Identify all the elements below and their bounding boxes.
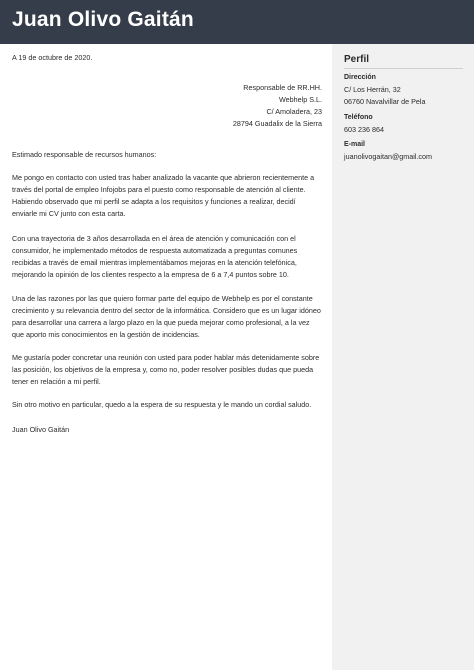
paragraph: Sin otro motivo en particular, quedo a la espera de su respuesta y le mando un cordial saludo. [12, 400, 312, 409]
recipient-line: Webhelp S.L. [278, 95, 322, 104]
phone-label: Teléfono [344, 114, 373, 121]
email-value: juanolivogaitan@gmail.com [344, 152, 433, 161]
recipient-line: C/ Amoladera, 23 [266, 107, 322, 116]
sidebar-title: Perfil [344, 54, 370, 65]
signature: Juan Olivo Gaitán [12, 425, 70, 434]
recipient-line: Responsable de RR.HH. [243, 83, 322, 92]
paragraph: Una de las razones por las que quiero formar parte del equipo de Webhelp es por el constante crecimiento y su relevancia dentro del sector de la informática. Considero que es un lugar idóneo para desarrollar una carrera a largo plazo en la que pueda mejorar como profesional, a la vez que aporto mis conocimientos en la gestión de incidencias. [12, 294, 321, 339]
address-line: 06760 Navalvillar de Pela [344, 97, 426, 106]
address-label: Dirección [344, 74, 376, 81]
paragraph: Me gustaría poder concretar una reunión con usted para poder hablar más detenidamente sobre las posición, los objetivos de la empresa y, como no, poder resolver posibles dudas que pueda tener en relación a mi perfil. [12, 353, 320, 386]
salutation: Estimado responsable de recursos humanos: [12, 150, 157, 159]
header-bar [0, 0, 474, 44]
paragraph: Me pongo en contacto con usted tras haber analizado la vacante que abrieron recientemente a través del portal de empleo Infojobs para el puesto como responsable de atención al cliente. Habiendo observado que mi perfil se adapta a los requisitos y funciones a realizar, decidí enviarle mi CV junto con esta carta. [12, 173, 315, 218]
paragraph: Con una trayectoria de 3 años desarrollada en el área de atención y comunicación con el consumidor, he implementado métodos de respuesta automatizada a preguntas comunes recibidas a través de email mientras implementábamos mejoras en la atención telefónica, mejorando la opinión de los clientes respecto a la empresa de 6 a 7,4 puntos sobre 10. [12, 234, 298, 279]
recipient-line: 28794 Guadalix de la Sierra [232, 119, 322, 128]
profile-sidebar [332, 44, 474, 670]
email-label: E-mail [344, 141, 366, 148]
applicant-name: Juan Olivo Gaitán [12, 8, 194, 31]
recipient-block [122, 82, 322, 130]
address-line: C/ Los Herrán, 32 [344, 85, 401, 94]
phone-value: 603 236 864 [344, 125, 384, 134]
sidebar-divider [344, 68, 463, 69]
letter-date: A 19 de octubre de 2020. [12, 53, 93, 62]
